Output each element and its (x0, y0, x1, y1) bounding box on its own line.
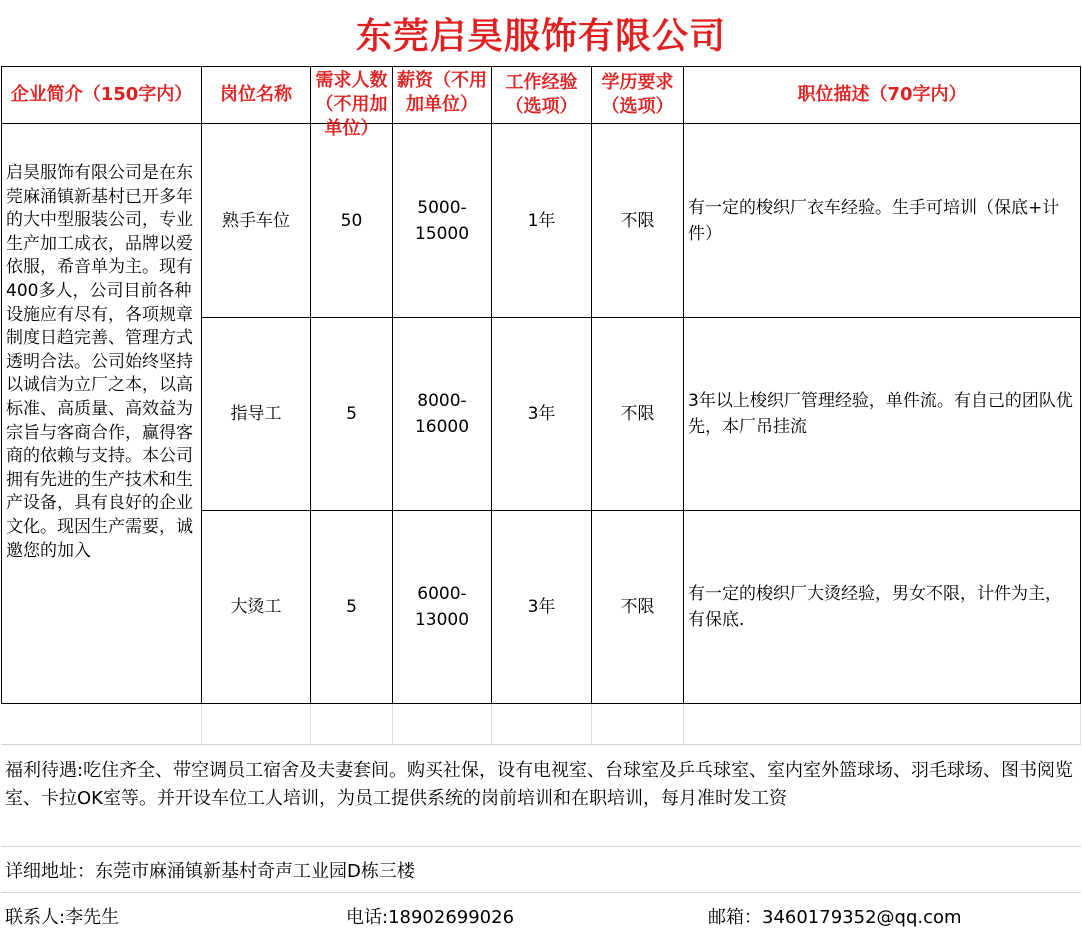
job-count: 50 (311, 124, 393, 318)
company-intro: 启昊服饰有限公司是在东莞麻涌镇新基村已开多年的大中型服装公司，专业生产加工成衣，品牌以爱依服，希音单为主。现有400多人，公司目前各种设施应有尽有，各项规章制度日趋完善、管理方式透明合法。公司始终坚持以诚信为立厂之本，以高标准、高质量、高效益为宗旨与客商合作，赢得客商的依赖与支持。本公司拥有先进的生产技术和生产设备，具有良好的企业文化。现因生产需要，诚邀您的加入 (1, 124, 202, 704)
empty-cell (492, 704, 592, 744)
job-description: 有一定的梭织厂大烫经验，男女不限，计件为主，有保底. (684, 511, 1081, 704)
header-count: 需求人数（不用加单位） (311, 66, 393, 124)
salary-high: 16000 (414, 417, 470, 437)
salary-low: 8000- (417, 391, 467, 411)
job-education: 不限 (592, 124, 684, 318)
job-position: 熟手车位 (202, 124, 311, 318)
job-count: 5 (311, 511, 393, 704)
empty-cell (311, 704, 393, 744)
company-title: 东莞启昊服饰有限公司 (355, 15, 726, 57)
job-count: 5 (311, 318, 393, 511)
contact-person: 联系人:李先生 (5, 907, 120, 928)
address-text: 详细地址：东莞市麻涌镇新基村奇声工业园D栋三楼 (1, 846, 1081, 892)
empty-cell (684, 704, 1081, 744)
salary-low: 6000- (417, 584, 467, 604)
contact-email: 邮箱：3460179352@qq.com (708, 907, 962, 928)
contact-phone: 电话:18902699026 (346, 907, 515, 928)
empty-cell (592, 704, 684, 744)
job-salary (393, 318, 492, 511)
empty-cell (393, 704, 492, 744)
job-salary (393, 124, 492, 318)
job-salary (393, 511, 492, 704)
job-description: 有一定的梭织厂衣车经验。生手可培训（保底+计件） (684, 124, 1081, 318)
job-experience: 1年 (492, 124, 592, 318)
benefits-text: 福利待遇:吃住齐全、带空调员工宿舍及夫妻套间。购买社保，设有电视室、台球室及乒乓球室、室内室外篮球场、羽毛球场、图书阅览室、卡拉OK室等。并开设车位工人培训，为员工提供系统的岗前培训和在职培训，每月准时发工资 (1, 744, 1081, 846)
header-experience: 工作经验（选项） (492, 66, 592, 124)
header-salary: 薪资（不用加单位） (393, 66, 492, 124)
job-experience: 3年 (492, 511, 592, 704)
salary-high: 13000 (414, 610, 470, 630)
salary-high: 15000 (414, 223, 470, 244)
salary-low: 5000- (417, 197, 467, 218)
header-position: 岗位名称 (202, 66, 311, 124)
job-experience: 3年 (492, 318, 592, 511)
job-position: 大烫工 (202, 511, 311, 704)
job-position: 指导工 (202, 318, 311, 511)
contact-row (1, 892, 1081, 939)
job-description: 3年以上梭织厂管理经验，单件流。有自己的团队优先，本厂吊挂流 (684, 318, 1081, 511)
empty-cell (202, 704, 311, 744)
job-education: 不限 (592, 318, 684, 511)
header-education: 学历要求（选项） (592, 66, 684, 124)
empty-cell (1, 704, 202, 744)
job-education: 不限 (592, 511, 684, 704)
header-intro: 企业简介（150字内） (1, 66, 202, 124)
header-description: 职位描述（70字内） (684, 66, 1081, 124)
